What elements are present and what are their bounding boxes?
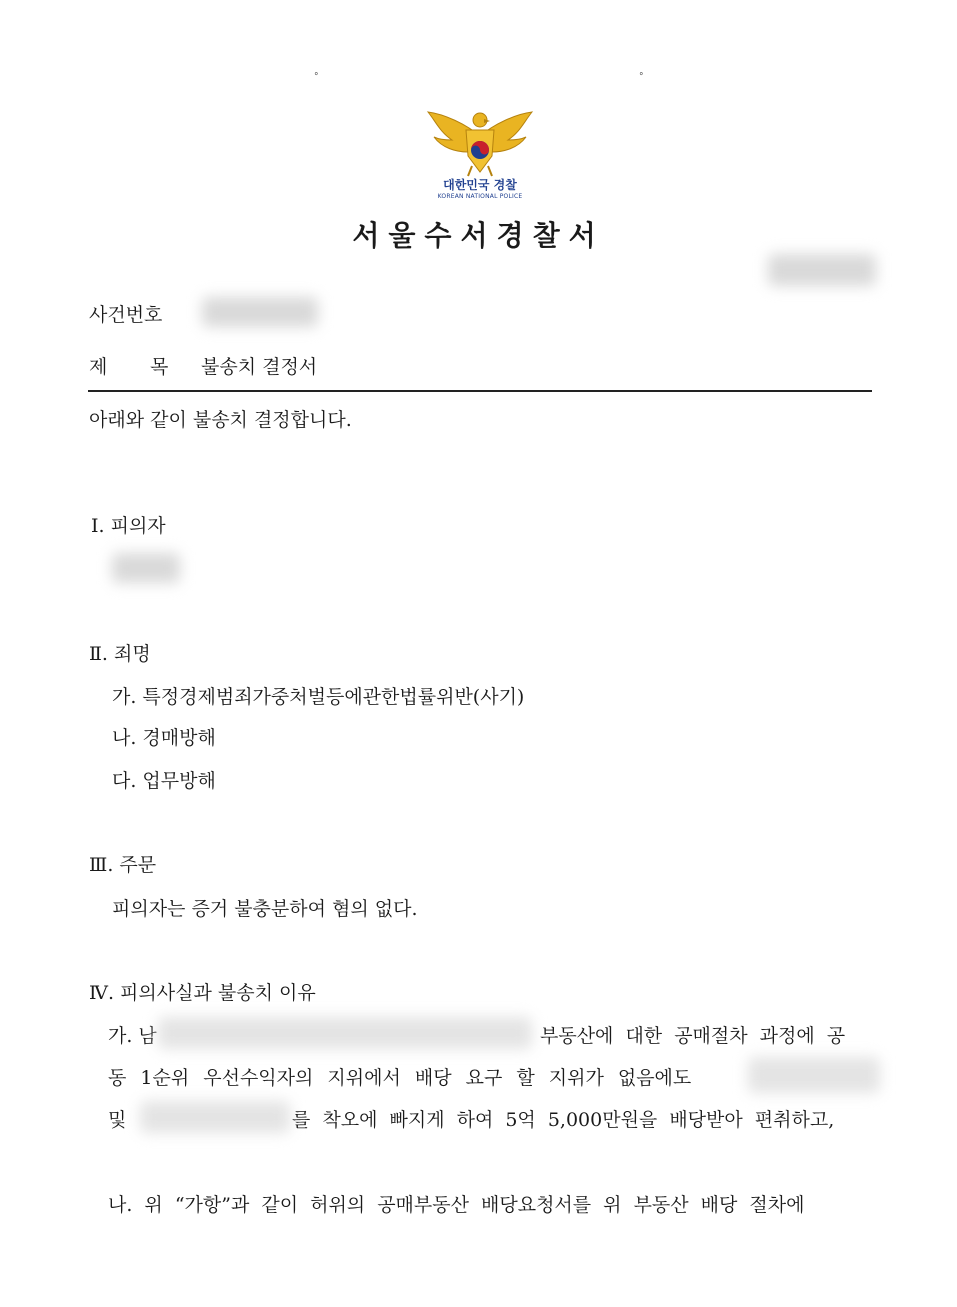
order-heading: Ⅲ. 주문	[89, 854, 157, 876]
redacted-case-number	[202, 297, 318, 327]
charge-item-c: 다. 업무방해	[112, 770, 216, 792]
suspect-heading: Ⅰ. 피의자	[91, 515, 166, 537]
redacted-party-name	[748, 1057, 880, 1093]
order-text: 피의자는 증거 불충분하여 혐의 없다.	[112, 898, 418, 920]
header-dot-right: °	[639, 72, 644, 82]
subject-label-1: 제	[89, 356, 108, 378]
charges-heading: Ⅱ. 죄명	[89, 643, 151, 665]
intro-text: 아래와 같이 불송치 결정합니다.	[89, 409, 352, 431]
facts-heading: Ⅳ. 피의사실과 불송치 이유	[89, 982, 316, 1004]
redacted-victim-name	[140, 1101, 290, 1133]
redacted-suspect-name	[112, 553, 180, 583]
office-title: 서울수서경찰서	[352, 219, 605, 252]
charge-item-a: 가. 특정경제범죄가중처벌등에관한법률위반(사기)	[112, 686, 525, 708]
redacted-document-number	[768, 254, 876, 286]
facts-para-a-line1-rest: 부동산에 대한 공매절차 과정에 공	[540, 1025, 846, 1047]
header-divider	[88, 390, 872, 392]
subject-label-2: 목	[150, 356, 169, 378]
facts-para-a-line2: 동 1순위 우선수익자의 지위에서 배당 요구 할 지위가 없음에도	[108, 1067, 692, 1089]
redacted-property-address	[158, 1017, 532, 1049]
facts-para-b: 나. 위 “가항”과 같이 허위의 공매부동산 배당요청서를 위 부동산 배당 절차에	[108, 1194, 805, 1216]
facts-para-a-line3-rest: 를 착오에 빠지게 하여 5억 5,000만원을 배당받아 편취하고,	[292, 1109, 835, 1131]
subject-value: 불송치 결정서	[201, 356, 318, 378]
facts-para-a-line3-prefix: 및	[108, 1109, 127, 1131]
logo-korean-text: 대한민국 경찰	[443, 178, 517, 192]
logo-english-text: KOREAN NATIONAL POLICE	[437, 193, 523, 200]
charge-item-b: 나. 경매방해	[112, 727, 216, 749]
case-number-label: 사건번호	[89, 304, 163, 326]
header-dot-left: °	[314, 72, 319, 82]
facts-para-a-prefix: 가. 남	[108, 1025, 157, 1047]
